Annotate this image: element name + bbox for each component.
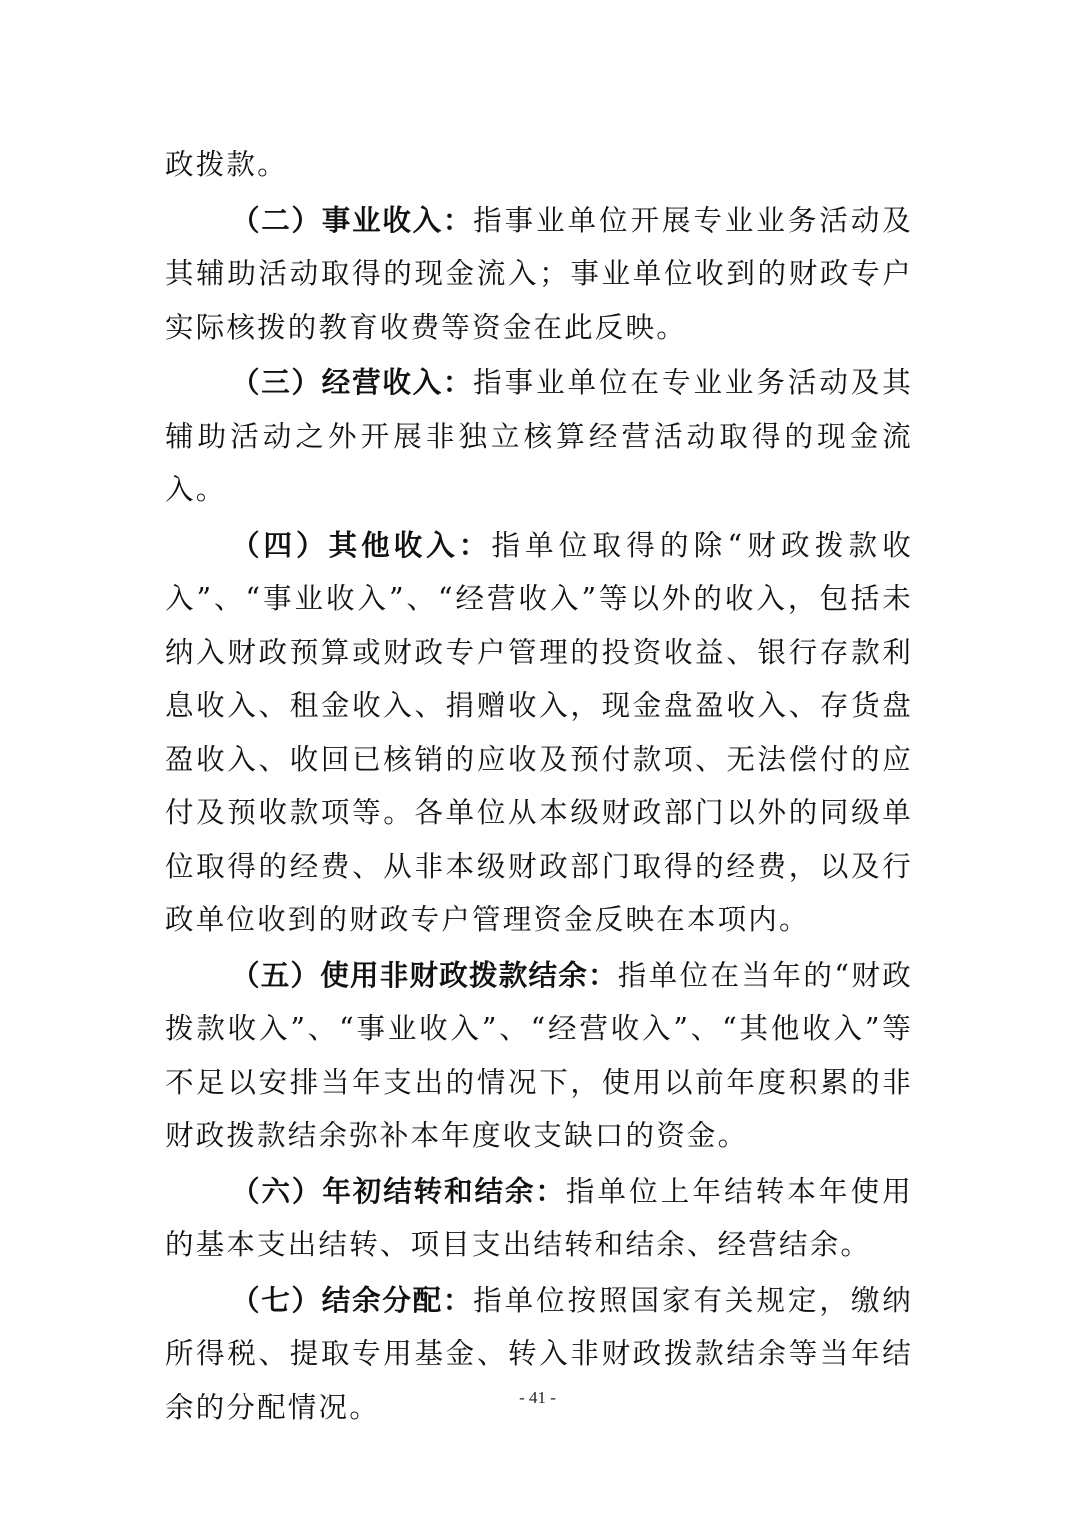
paragraph-heading: （五）使用非财政拨款结余： (231, 958, 618, 992)
paragraph-body: 指事业单位在专业业务活动及其辅助活动之外开展非独立核算经营活动取得的现金流入。 (165, 366, 913, 506)
paragraph-body: 政拨款。 (165, 148, 288, 181)
page-number: - 41 - (519, 1388, 556, 1407)
paragraph-continuation (165, 138, 913, 192)
paragraph-body: 指事业单位开展专业业务活动及其辅助活动取得的现金流入；事业单位收到的财政专户实际核拨的教育收费等资金在此反映。 (165, 203, 913, 344)
paragraph-body: 指单位按照国家有关规定，缴纳所得税、提取专用基金、转入非财政拨款结余等当年结余的分配情况。 (165, 1283, 913, 1424)
document-body (165, 138, 913, 1436)
paragraph-body: 指单位在当年的“财政拨款收入”、“事业收入”、“经营收入”、“其他收入”等不足以安排当年支出的情况下，使用以前年度积累的非财政拨款结余弥补本年度收支缺口的资金。 (165, 958, 913, 1152)
paragraph-balance-distribution (165, 1274, 913, 1435)
paragraph-non-fiscal-balance (165, 949, 913, 1163)
paragraph-other-income (165, 519, 913, 947)
paragraph-body: 指单位上年结转本年使用的基本支出结转、项目支出结转和结余、经营结余。 (165, 1174, 913, 1261)
paragraph-heading: （六）年初结转和结余： (231, 1174, 566, 1208)
paragraph-heading: （四）其他收入： (231, 528, 492, 562)
paragraph-body: 指单位取得的除“财政拨款收入”、“事业收入”、“经营收入”等以外的收入，包括未纳入财政预算或财政专户管理的投资收益、银行存款利息收入、租金收入、捐赠收入，现金盘盈收入、存货盘盈收入、收回已核销的应收及预付款项、无法偿付的应付及预收款项等。各单位从本级财政部门以外的同级单位取得的经费、从非本级财政部门取得的经费，以及行政单位收到的财政专户管理资金反映在本项内。 (165, 528, 913, 936)
paragraph-heading: （二）事业收入： (231, 203, 474, 237)
paragraph-opening-carryover (165, 1165, 913, 1272)
paragraph-operating-income (165, 356, 913, 517)
paragraph-heading: （三）经营收入： (231, 366, 474, 399)
paragraph-business-income (165, 194, 913, 355)
paragraph-heading: （七）结余分配： (231, 1283, 474, 1317)
